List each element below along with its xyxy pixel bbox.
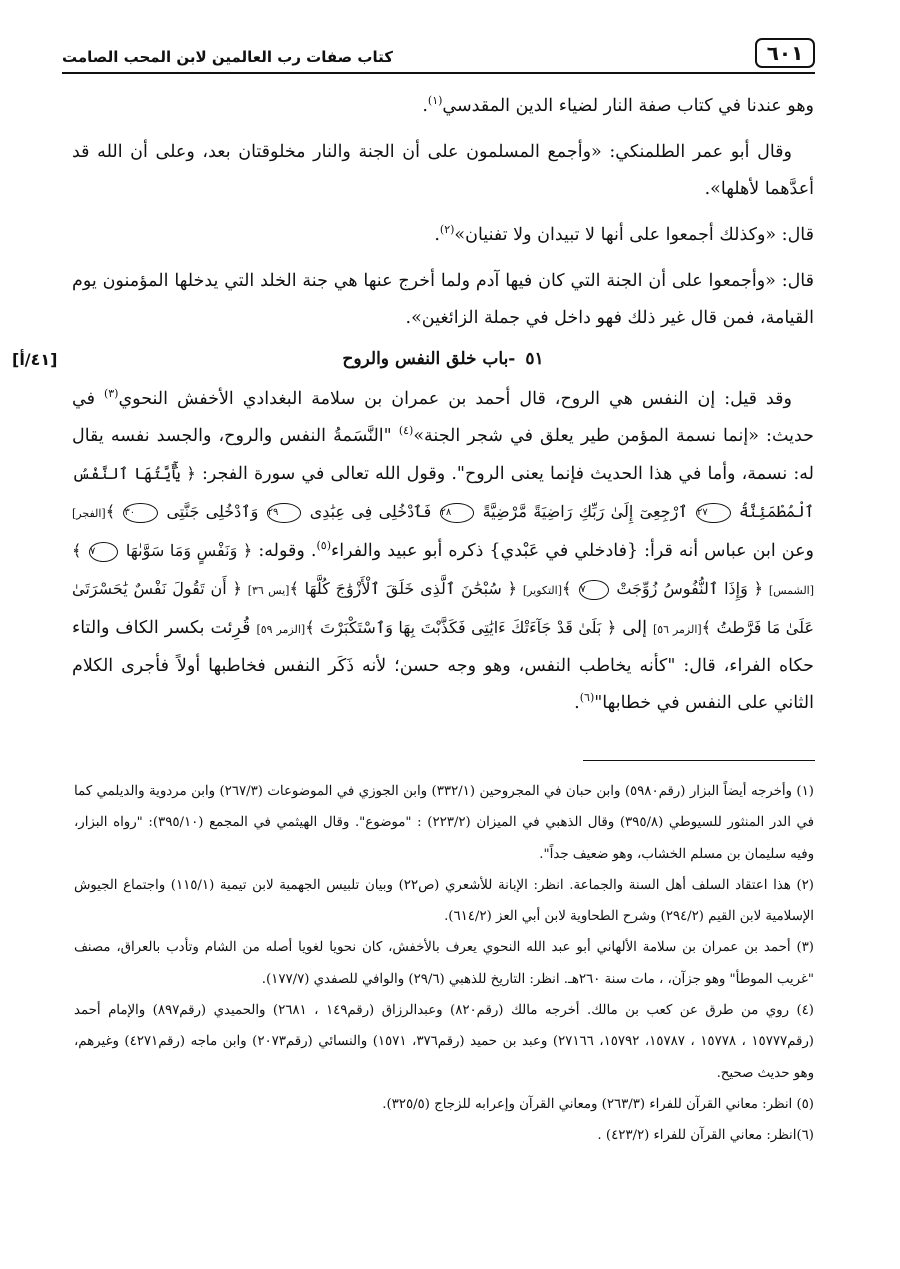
footnote-5: (٥) انظر: معاني القرآن للفراء (٢٦٣/٣) ومعاني القرآن وإعرابه للزجاج (٣٢٥/٥). — [382, 1096, 814, 1112]
quran-verse-27: ﴿ يَٰٓأَيَّتُهَا ٱلنَّفْسُ ٱلْمُطْمَئِنَّةُ — [72, 464, 815, 521]
footnote-6: (٦)انظر: معاني القرآن للفراء (٤٢٣/٢) . — [597, 1128, 814, 1144]
surah-ref: [الشمس] — [768, 584, 815, 597]
footnote-ref-5: (٥) — [316, 539, 331, 553]
ayah-marker: ٢٧ — [696, 503, 731, 523]
quran-verse-30: وَٱدْخُلِى جَنَّتِى — [160, 502, 265, 521]
paragraph-4: قال: «وأجمعوا على أن الجنة التي كان فيها آدم ولما أخرج عنها هي جنة الخلد التي يدخلها المؤمنون يوم القيامة، فمن قال غير ذلك فهو داخل في جملة الزائغين». — [72, 271, 814, 328]
ayah-marker: ٣٠ — [123, 503, 158, 523]
quran-zumar-59: ﴿ بَلَىٰ قَدْ جَآءَتْكَ ءَايَٰتِى فَكَذَّبْتَ بِهَا وَٱسْتَكْبَرْتَ ﴾ — [305, 618, 617, 637]
quran-takwir: ﴿ وَإِذَا ٱلنُّفُوسُ زُوِّجَتْ — [610, 579, 769, 598]
p5-text-a: وقد قيل: إن النفس هي الروح، قال أحمد بن عمران بن سلامة البغدادي الأخفش النحوي — [118, 389, 792, 409]
chapter-heading-row — [12, 341, 814, 381]
main-text — [12, 88, 815, 722]
chapter-heading — [72, 341, 814, 378]
paragraph-1-end: . — [422, 96, 428, 116]
footnotes — [74, 776, 814, 1152]
quran-verse-29: فَٱدْخُلِى فِى عِبَٰدِى — [303, 502, 438, 521]
footnote-4: (٤) روي من طرق عن كعب بن مالك. أخرجه مالك (رقم٨٢٠) وعبدالرزاق (رقم١٤٩ ، ٢٦٨١) والحميدي (رقم٨٩٧) والإمام أحمد (رقم١٥٧٧٧ ، ١٥٧٧٨ ، ١٥٧٨٧، ١٥٧٩٢، ٢٧١٦٦) وعبد بن حميد (رقم٣٧٦، ١٥٧١) والنسائي (رقم٢٠٧٣) وابن ماجه (رقم٤٢٧١) وغيرهم، وهو حديث صحيح. — [74, 1003, 814, 1081]
footnote-ref-3: (٣) — [103, 387, 119, 401]
ayah-marker: ٧ — [579, 580, 608, 600]
footnote-3: (٣) أحمد بن عمران بن سلامة الألهاني أبو عبد الله النحوي يعرف بالأخفش، كان نحويا لغويا أصله من الشام وتأدب بالعراق، مصنف "غريب الموطأ" وهو جزآن، ، مات سنة ٢٦٠هـ. انظر: التاريخ للذهبي (٢٩/٦) والوافي للصفدي (١٧٧/٧). — [74, 940, 814, 987]
paragraph-5 — [72, 381, 814, 722]
footnote-ref-6: (٦) — [579, 691, 595, 705]
chapter-number: ٥١ — [525, 349, 544, 369]
header-rule — [62, 72, 815, 74]
p5-text-f: إلى — [616, 618, 653, 638]
p5-text-d: وعن ابن عباس أنه قرأ: {فادخلي في عَبْدي} ذكره أبو عبيد والفراء — [331, 541, 814, 561]
p5-text-g: قُرِئت بكسر الكاف والتاء حكاه الفراء، قال: "كأنه يخاطب النفس، وهو وجه حسن؛ لأنه ذَكَر النفس فخاطبها أولاً فأجرى الكلام الثاني على النفس في خطابها" — [72, 618, 814, 713]
paragraph-1 — [72, 88, 814, 125]
ayah-marker: ٢٩ — [267, 503, 302, 523]
surah-ref: [الفجر] — [72, 507, 106, 520]
footnote-2: (٢) هذا اعتقاد السلف أهل السنة والجماعة. انظر: الإبانة للأشعري (ص٢٢) وبيان تلبيس الجهمية لابن تيمية (١١٥/١) واجتماع الجيوش الإسلامية لابن القيم (٢٩٤/٢) وشرح الطحاوية لابن أبي العز (٦١٤/٢). — [74, 877, 814, 925]
ayah-marker: ٢٨ — [440, 503, 475, 523]
manuscript-folio-ref: [٤١/أ] — [12, 350, 58, 369]
page-number: ٦٠١ — [755, 38, 815, 68]
paragraph-1-text: وهو عندنا في كتاب صفة النار لضياء الدين المقدسي — [442, 96, 814, 116]
paragraph-2: وقال أبو عمر الطلمنكي: «وأجمع المسلمون على أن الجنة والنار مخلوقتان بعد، وعلى أن الله قد أعدَّهما لأهلها». — [72, 142, 814, 199]
ayah-marker: ٧ — [89, 542, 118, 562]
quran-verse-28: ٱرْجِعِىٓ إِلَىٰ رَبِّكِ رَاضِيَةً مَّرْضِيَّةً — [476, 502, 694, 521]
surah-ref: [الزمر ٥٩] — [256, 623, 306, 636]
surah-ref: [يس ٣٦] — [247, 584, 290, 597]
p5-text-c: "النَّسَمةُ النفس والروح، والجسد نفسه يقال له: نسمة، وأما في هذا الحديث فإنما يعنى الروح". وقول الله تعالى في سورة الفجر: — [72, 426, 815, 484]
surah-ref: [التكوير] — [522, 584, 563, 597]
footnote-ref-4: (٤) — [398, 424, 414, 438]
quran-close-bracket: ﴾ — [562, 579, 578, 598]
p5-end: . — [574, 693, 580, 713]
quran-close-bracket: ﴾ — [105, 502, 122, 521]
quran-zumar-56: ﴿ أَن تَقُولَ نَفْسٌ يَٰحَسْرَتَىٰ عَلَىٰ مَا فَرَّطتُ ﴾ — [72, 579, 814, 637]
p5-text-e: . وقوله: — [252, 541, 317, 561]
p5-text-b: في حديث: «إنما نسمة المؤمن طير يعلق في شجر الجنة» — [72, 389, 814, 446]
footnote-separator — [583, 760, 815, 761]
page-header — [62, 38, 815, 70]
quran-yasin: ﴿ سُبْحَٰنَ ٱلَّذِى خَلَقَ ٱلْأَزْوَٰجَ كُلَّهَا ﴾ — [289, 579, 523, 598]
paragraph-3-text: قال: «وكذلك أجمعوا على أنها لا تبيدان ولا تفنيان» — [454, 225, 814, 245]
book-title: كتاب صفات رب العالمين لابن المحب الصامت — [62, 48, 393, 66]
chapter-title: -باب خلق النفس والروح — [342, 349, 516, 369]
paragraph-3 — [72, 217, 814, 254]
footnote-ref-1: (١) — [427, 94, 443, 108]
paragraph-3-end: . — [434, 225, 440, 245]
quran-shams: ﴿ وَنَفْسٍ وَمَا سَوَّىٰهَا — [120, 541, 253, 560]
footnote-ref-2: (٢) — [439, 223, 455, 237]
surah-ref: [الزمر ٥٦] — [652, 623, 702, 636]
quran-close-bracket: ﴾ — [72, 541, 87, 560]
footnote-1: (١) وأخرجه أيضاً البزار (رقم٥٩٨٠) وابن حبان في المجروحين (٣٣٢/١) وابن الجوزي في الموضوعات (٢٦٧/٣) وابن مردوية والديلمي كما في الدر المنثور للسيوطي (٣٩٥/٨) وقال الذهبي في الميزان (٢٢٣/٢) : "موضوع". وقال الهيثمي في المجمع (٣٩٥/١٠): "رواه البزار، وفيه سليمان بن مسلم الخشاب، وهو ضعيف جداً". — [74, 784, 814, 862]
